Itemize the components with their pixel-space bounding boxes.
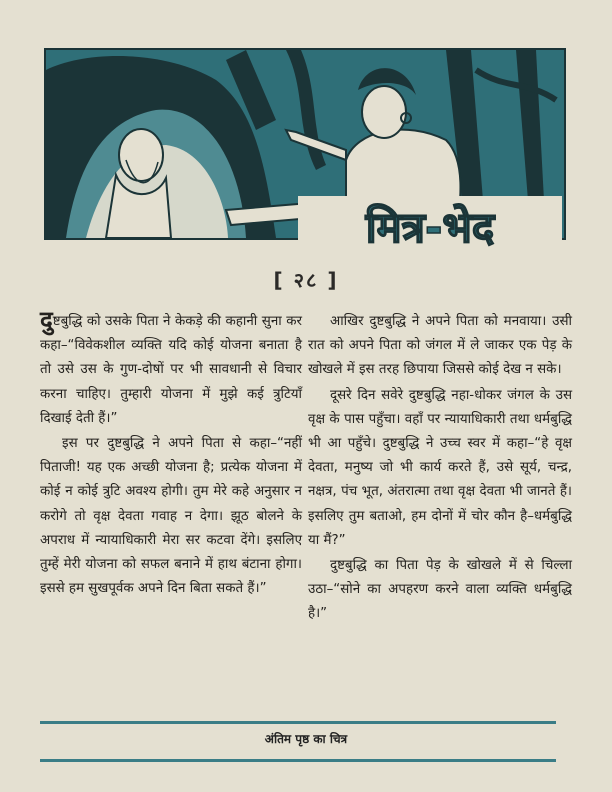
right-paragraph-3: दुष्टबुद्धि का पिता पेड़ के खोखले में से चिल्ला उठा–“सोने का अपहरण करने वाला व्यक्ति धर्मबुद्धि है।” — [308, 558, 572, 622]
right-paragraph-1: आखिर दुष्टबुद्धि ने अपने पिता को मनवाया। उसी रात को अपने पिता को जंगल में ले जाकर एक पेड़ के खोखले में इस तरह छिपाया जिससे कोई देख न सके। — [308, 314, 572, 378]
left-paragraph-2: इस पर दुष्टबुद्धि ने अपने पिता से कहा–“नहीं पिताजी! यह एक अच्छी योजना है; प्रत्येक योजना में कोई न कोई त्रुटि अवश्य होगी। तुम मेरे कहे अनुसार न करोगे तो वृक्ष देवता गवाह न देगा। झूठ बोलने के अपराध में न्यायाधिकारी मेरा सर कटवा देंगे। इसलिए तुम्हें मेरी योजना को सफल बनाने में हाथ बंटाना होगा। इससे हम सुखपूर्वक अपने दिन बिता सकते हैं।” — [40, 436, 302, 597]
drop-cap: दु — [40, 306, 53, 334]
chapter-number: [ २८ ] — [273, 268, 339, 292]
footer-rule-top — [40, 721, 556, 724]
story-title — [298, 196, 562, 258]
footer-rule-bottom — [40, 759, 556, 762]
right-paragraph-2: दूसरे दिन सवेरे दुष्टबुद्धि नहा-धोकर जंगल के उस वृक्ष के पास पहुँचा। वहाँ पर न्यायाधिकारी तथा धर्मबुद्धि भी आ पहुँचे। दुष्टबुद्धि ने उच्च स्वर में कहा–“हे वृक्ष देवता, मनुष्य जो भी कार्य करते हैं, उसे सूर्य, चन्द्र, नक्षत्र, पंच भूत, अंतरात्मा तथा वृक्ष देवता भी जानते हैं। इसलिए तुम बताओ, हम दोनों में चोर कौन है–धर्मबुद्धि या मैं?” — [308, 387, 572, 548]
left-paragraph-1-text: ष्टबुद्धि को उसके पिता ने केकड़े की कहानी सुना कर कहा–“विवेकशील व्यक्ति यदि कोई योजना बनाता है तो उसे उस के गुण-दोषों पर भी सावधानी से विचार करना चाहिए। तुम्हारी योजना में मुझे कई त्रुटियाँ दिखाई देती हैं।” — [40, 314, 302, 426]
right-column — [308, 310, 572, 628]
footer-caption: अंतिम पृष्ठ का चित्र — [264, 732, 348, 746]
left-paragraph-1 — [40, 306, 302, 431]
left-column — [40, 306, 302, 602]
story-title-text: मित्र-भेद — [365, 203, 495, 252]
